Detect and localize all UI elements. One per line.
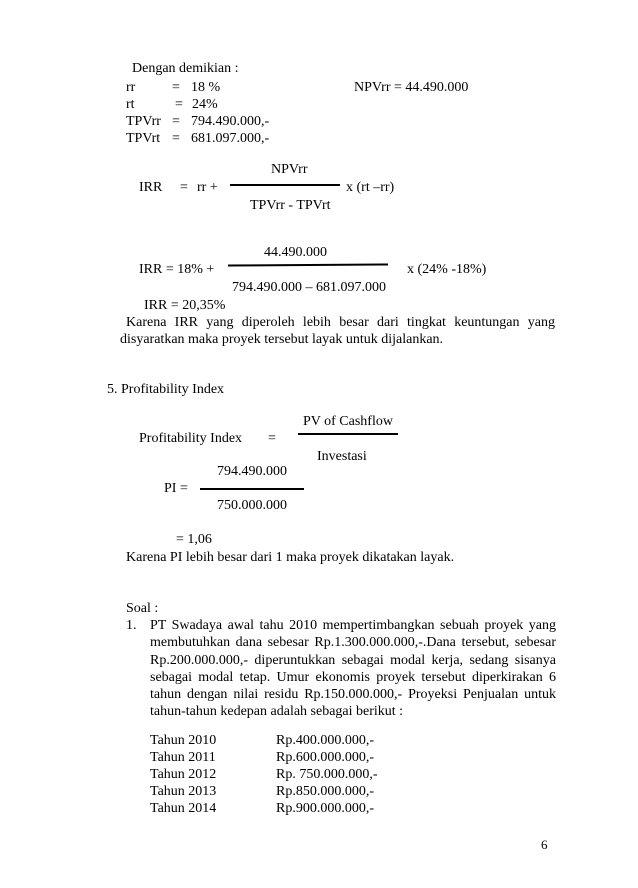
var-name: rt (126, 97, 135, 112)
fraction-bar (298, 433, 398, 435)
formula-suffix: x (rt –rr) (346, 180, 395, 195)
var-eq: = (175, 97, 183, 112)
calc-lhs: IRR = 18% + (139, 262, 215, 277)
page-number: 6 (541, 837, 548, 852)
irr-conclusion: Karena IRR yang diperoleh lebih besar dari tingkat keuntungan yang disyaratkan maka proyek tersebut layak untuk dijalankan. (120, 315, 555, 348)
list-item-year: Tahun 2013 (150, 784, 217, 799)
formula-eq: = (180, 180, 188, 195)
formula-denominator: Investasi (317, 449, 367, 464)
list-item-amount: Rp.400.000.000,- (276, 733, 374, 748)
list-item-year: Tahun 2012 (150, 767, 217, 782)
list-item-amount: Rp.850.000.000,- (276, 784, 374, 799)
formula-numerator: NPVrr (271, 162, 308, 177)
fraction-bar (230, 184, 340, 186)
irr-result: IRR = 20,35% (144, 298, 226, 313)
list-item-amount: Rp.900.000.000,- (276, 801, 374, 816)
list-item-amount: Rp. 750.000.000,- (276, 767, 378, 782)
soal-heading: Soal : (126, 601, 159, 616)
pi-conclusion: Karena PI lebih besar dari 1 maka proyek dikatakan layak. (126, 550, 455, 565)
calc-numerator: 794.490.000 (217, 464, 287, 479)
list-item-year: Tahun 2014 (150, 801, 217, 816)
calc-denominator: 750.000.000 (217, 498, 287, 513)
var-name: TPVrt (126, 131, 161, 146)
pi-result: = 1,06 (176, 532, 212, 547)
formula-lhs: IRR (139, 180, 163, 195)
var-value: 794.490.000,- (191, 114, 270, 129)
formula-prefix: rr + (197, 180, 218, 195)
formula-denominator: TPVrr - TPVrt (250, 198, 331, 213)
formula-numerator: PV of Cashflow (303, 414, 393, 429)
var-value: 18 % (191, 80, 221, 95)
list-item-year: Tahun 2011 (150, 750, 216, 765)
var-value: 681.097.000,- (191, 131, 270, 146)
var-eq: = (172, 114, 180, 129)
var-name: rr (126, 80, 136, 95)
formula-eq: = (268, 431, 276, 446)
soal-paragraph: PT Swadaya awal tahu 2010 mempertimbangkan sebuah proyek yang membutuhkan dana sebesar Rp.1.300.000.000,-.Dana tersebut, sebesar Rp.200.000.000,- diperuntukkan sebagai modal kerja, sedang sisanya sebagai modal tetap. Umur ekonomis proyek tersebut diperkirakan 6 tahun dengan nilai residu Rp.150.000.000,- Proyeksi Penjualan untuk tahun-tahun kedepan adalah sebagai berikut : (150, 618, 556, 720)
fraction-bar (200, 488, 304, 490)
calc-lhs: PI = (164, 481, 188, 496)
npv-rr-value: NPVrr = 44.490.000 (354, 80, 469, 95)
formula-lhs: Profitability Index (139, 431, 243, 446)
calc-denominator: 794.490.000 – 681.097.000 (232, 280, 386, 295)
fraction-bar (228, 264, 388, 267)
var-eq: = (172, 80, 180, 95)
list-item-amount: Rp.600.000.000,- (276, 750, 374, 765)
list-item-year: Tahun 2010 (150, 733, 217, 748)
var-eq: = (172, 131, 180, 146)
pi-heading: 5. Profitability Index (107, 382, 225, 397)
soal-item-number: 1. (126, 618, 137, 633)
irr-intro: Dengan demikian : (132, 61, 239, 76)
calc-suffix: x (24% -18%) (407, 262, 487, 277)
var-value: 24% (192, 97, 218, 112)
calc-numerator: 44.490.000 (264, 245, 327, 260)
var-name: TPVrr (126, 114, 161, 129)
